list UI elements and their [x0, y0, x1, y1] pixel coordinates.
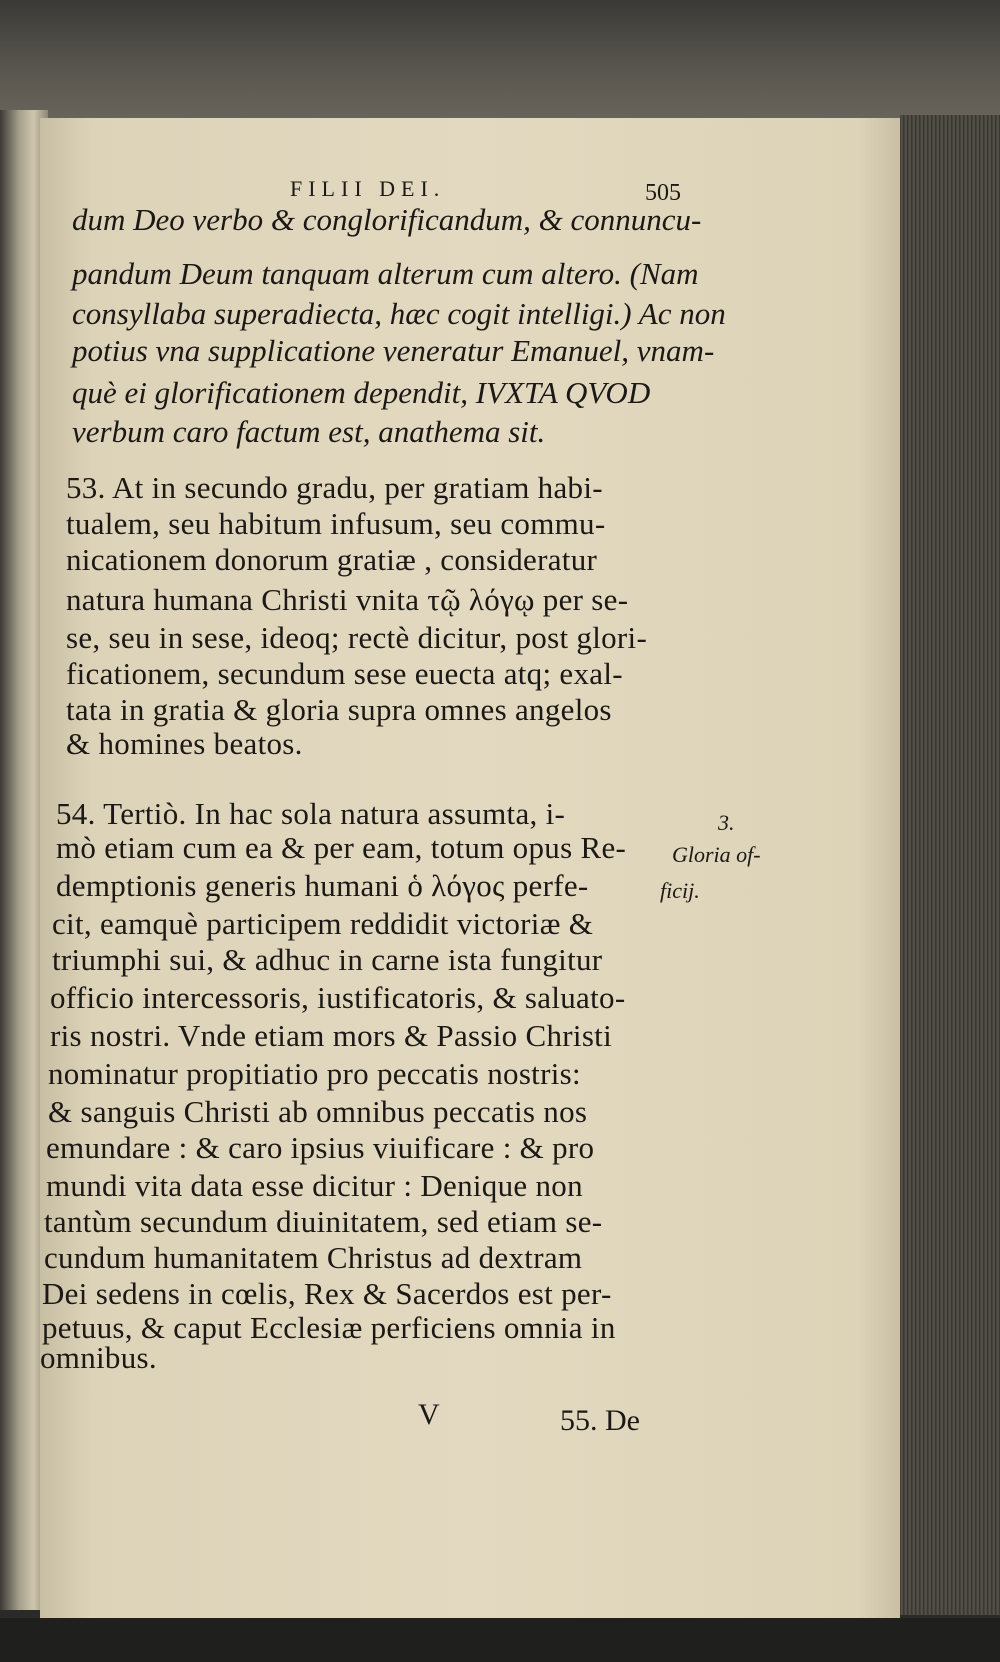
text-line: se, seu in sese, ideoq; rectè dicitur, post glori- — [66, 620, 648, 655]
running-head: FILII DEI. — [290, 176, 446, 201]
text-line: consyllaba superadiecta, hæc cogit intelligi.) Ac non — [72, 296, 726, 331]
page-number: 505 — [645, 180, 681, 206]
text-line: officio intercessoris, iustificatoris, & saluato- — [50, 980, 626, 1015]
text-line: 53. At in secundo gradu, per gratiam habi- — [66, 470, 603, 505]
text-line: nominatur propitiatio pro peccatis nostris: — [48, 1056, 581, 1091]
text-line: mundi vita data esse dicitur : Denique non — [46, 1168, 583, 1203]
text-line: cundum humanitatem Christus ad dextram — [44, 1240, 583, 1275]
catchword: 55. De — [560, 1404, 640, 1437]
text-line: què ei glorificationem dependit, IVXTA QVOD — [72, 375, 651, 410]
text-line: triumphi sui, & adhuc in carne ista fungitur — [52, 942, 603, 977]
bottom-edge — [0, 1618, 1000, 1662]
signature-mark: V — [418, 1398, 440, 1431]
text-line: emundare : & caro ipsius viuificare : & pro — [46, 1130, 595, 1165]
text-line: cit, eamquè participem reddidit victoriæ & — [52, 906, 594, 941]
text-line: dum Deo verbo & conglorificandum, & connuncu- — [72, 202, 702, 237]
text-line: & sanguis Christi ab omnibus peccatis nos — [48, 1094, 588, 1129]
text-line: tata in gratia & gloria supra omnes angelos — [66, 692, 612, 727]
text-line: potius vna supplicatione veneratur Emanuel, vnam- — [72, 333, 715, 368]
margin-note-line: Gloria of- — [672, 842, 761, 867]
text-line: verbum caro factum est, anathema sit. — [72, 414, 546, 449]
text-line: nicationem donorum gratiæ , consideratur — [66, 542, 598, 577]
book-top-edge — [0, 0, 1000, 130]
text-line: petuus, & caput Ecclesiæ perficiens omnia in — [42, 1310, 616, 1345]
text-line: pandum Deum tanquam alterum cum altero. (Nam — [72, 256, 699, 291]
text-line: natura humana Christi vnita τῷ λόγῳ per se- — [66, 582, 629, 617]
text-line: tualem, seu habitum infusum, seu commu- — [66, 506, 606, 541]
page-block-edges — [900, 115, 1000, 1615]
text-line: ficationem, secundum sese euecta atq; exal- — [66, 656, 623, 691]
text-line: tantùm secundum diuinitatem, sed etiam se- — [44, 1204, 603, 1239]
text-line: 54. Tertiò. In hac sola natura assumta, i- — [56, 796, 566, 831]
text-line: omnibus. — [40, 1340, 157, 1375]
text-line: ris nostri. Vnde etiam mors & Passio Christi — [50, 1018, 613, 1053]
text-line: & homines beatos. — [66, 726, 303, 761]
margin-note-line: ficij. — [660, 878, 700, 903]
text-line: Dei sedens in cœlis, Rex & Sacerdos est per- — [42, 1276, 612, 1311]
text-line: mò etiam cum ea & per eam, totum opus Re- — [56, 830, 627, 865]
text-line: demptionis generis humani ὁ λόγος perfe- — [56, 868, 589, 903]
margin-note-number: 3. — [718, 810, 735, 835]
